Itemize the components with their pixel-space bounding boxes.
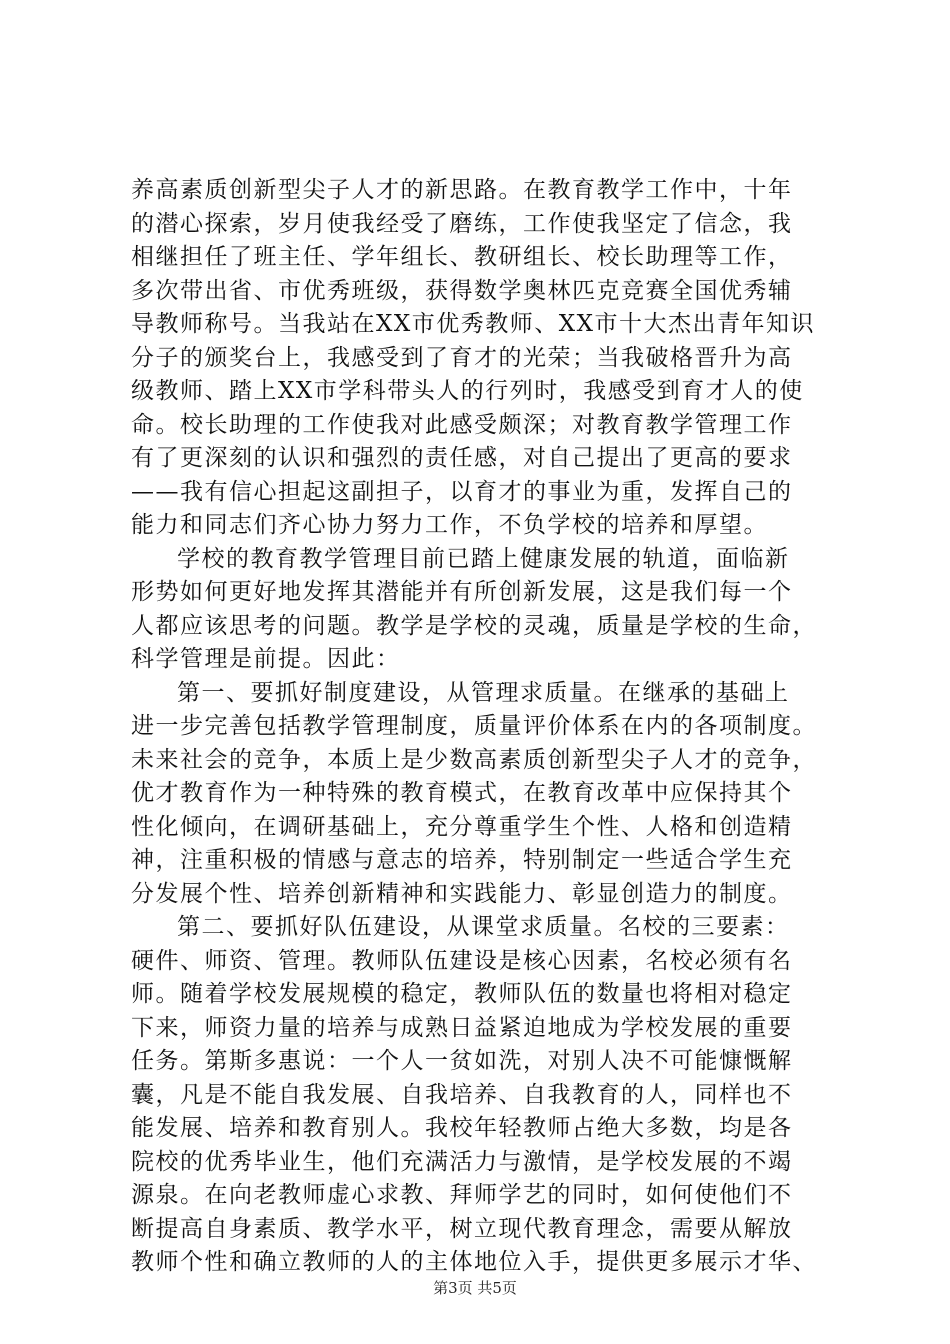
text-line: ——我有信心担起这副担子，以育才的事业为重，发挥自己的 <box>131 478 793 505</box>
text-line: 多次带出省、市优秀班级，获得数学奥林匹克竞赛全国优秀辅 <box>131 277 793 304</box>
text-line-indented: 第二、要抓好队伍建设，从课堂求质量。名校的三要素： <box>177 914 790 940</box>
text-line: 囊，凡是不能自我发展、自我培养、自我教育的人，同样也不 <box>131 1081 793 1108</box>
text-line: 教师个性和确立教师的人的主体地位入手，提供更多展示才华、 <box>131 1249 817 1275</box>
text-line: 级教师、踏上XX市学科带头人的行列时，我感受到育才人的使 <box>131 378 804 404</box>
text-line: 优才教育作为一种特殊的教育模式，在教育改革中应保持其个 <box>131 780 793 806</box>
paragraph-3 <box>131 677 851 912</box>
document-body <box>131 174 851 1280</box>
text-line: 的潜心探索，岁月使我经受了磨练，工作使我坚定了信念，我 <box>131 210 793 237</box>
text-line: 人都应该思考的问题。教学是学校的灵魂，质量是学校的生命， <box>131 612 817 639</box>
text-line: 命。校长助理的工作使我对此感受颇深；对教育教学管理工作 <box>131 411 793 438</box>
text-line: 院校的优秀毕业生，他们充满活力与激情，是学校发展的不竭 <box>131 1148 793 1175</box>
text-line-indented: 学校的教育教学管理目前已踏上健康发展的轨道，面临新 <box>177 545 790 572</box>
text-line: 源泉。在向老教师虚心求教、拜师学艺的同时，如何使他们不 <box>131 1182 793 1208</box>
text-line: 未来社会的竞争，本质上是少数高素质创新型尖子人才的竞争， <box>131 746 817 773</box>
paragraph-4 <box>131 911 851 1280</box>
text-line: 进一步完善包括教学管理制度，质量评价体系在内的各项制度。 <box>131 713 817 739</box>
text-line: 能发展、培养和教育别人。我校年轻教师占绝大多数，均是各 <box>131 1115 793 1141</box>
text-line: 神，注重积极的情感与意志的培养，特别制定一些适合学生充 <box>131 847 793 873</box>
text-line: 分发展个性、培养创新精神和实践能力、彰显创造力的制度。 <box>131 880 793 907</box>
text-line-indented: 第一、要抓好制度建设，从管理求质量。在继承的基础上 <box>177 679 790 706</box>
text-line: 导教师称号。当我站在XX市优秀教师、XX市十大杰出青年知识 <box>131 311 815 337</box>
text-line: 分子的颁奖台上，我感受到了育才的光荣；当我破格晋升为高 <box>131 344 793 371</box>
page-number-footer: 第3页 共5页 <box>433 1279 517 1297</box>
text-line: 师。随着学校发展规模的稳定，教师队伍的数量也将相对稳定 <box>131 981 793 1007</box>
text-line: 任务。第斯多惠说：一个人一贫如洗，对别人决不可能慷慨解 <box>131 1048 793 1074</box>
text-line: 硬件、师资、管理。教师队伍建设是核心因素，名校必须有名 <box>131 947 793 974</box>
text-line: 养高素质创新型尖子人才的新思路。在教育教学工作中，十年 <box>131 177 793 203</box>
paragraph-1 <box>131 174 851 543</box>
text-line: 相继担任了班主任、学年组长、教研组长、校长助理等工作， <box>131 244 793 270</box>
text-line: 下来，师资力量的培养与成熟日益紧迫地成为学校发展的重要 <box>131 1014 793 1041</box>
text-line: 有了更深刻的认识和强烈的责任感，对自己提出了更高的要求 <box>131 445 793 471</box>
text-line: 性化倾向，在调研基础上，充分尊重学生个性、人格和创造精 <box>131 813 793 840</box>
text-line: 断提高自身素质、教学水平，树立现代教育理念，需要从解放 <box>131 1215 793 1242</box>
text-line: 形势如何更好地发挥其潜能并有所创新发展，这是我们每一个 <box>131 579 793 605</box>
text-line: 能力和同志们齐心协力努力工作，不负学校的培养和厚望。 <box>131 512 768 538</box>
paragraph-2 <box>131 543 851 677</box>
text-line: 科学管理是前提。因此： <box>131 646 401 672</box>
